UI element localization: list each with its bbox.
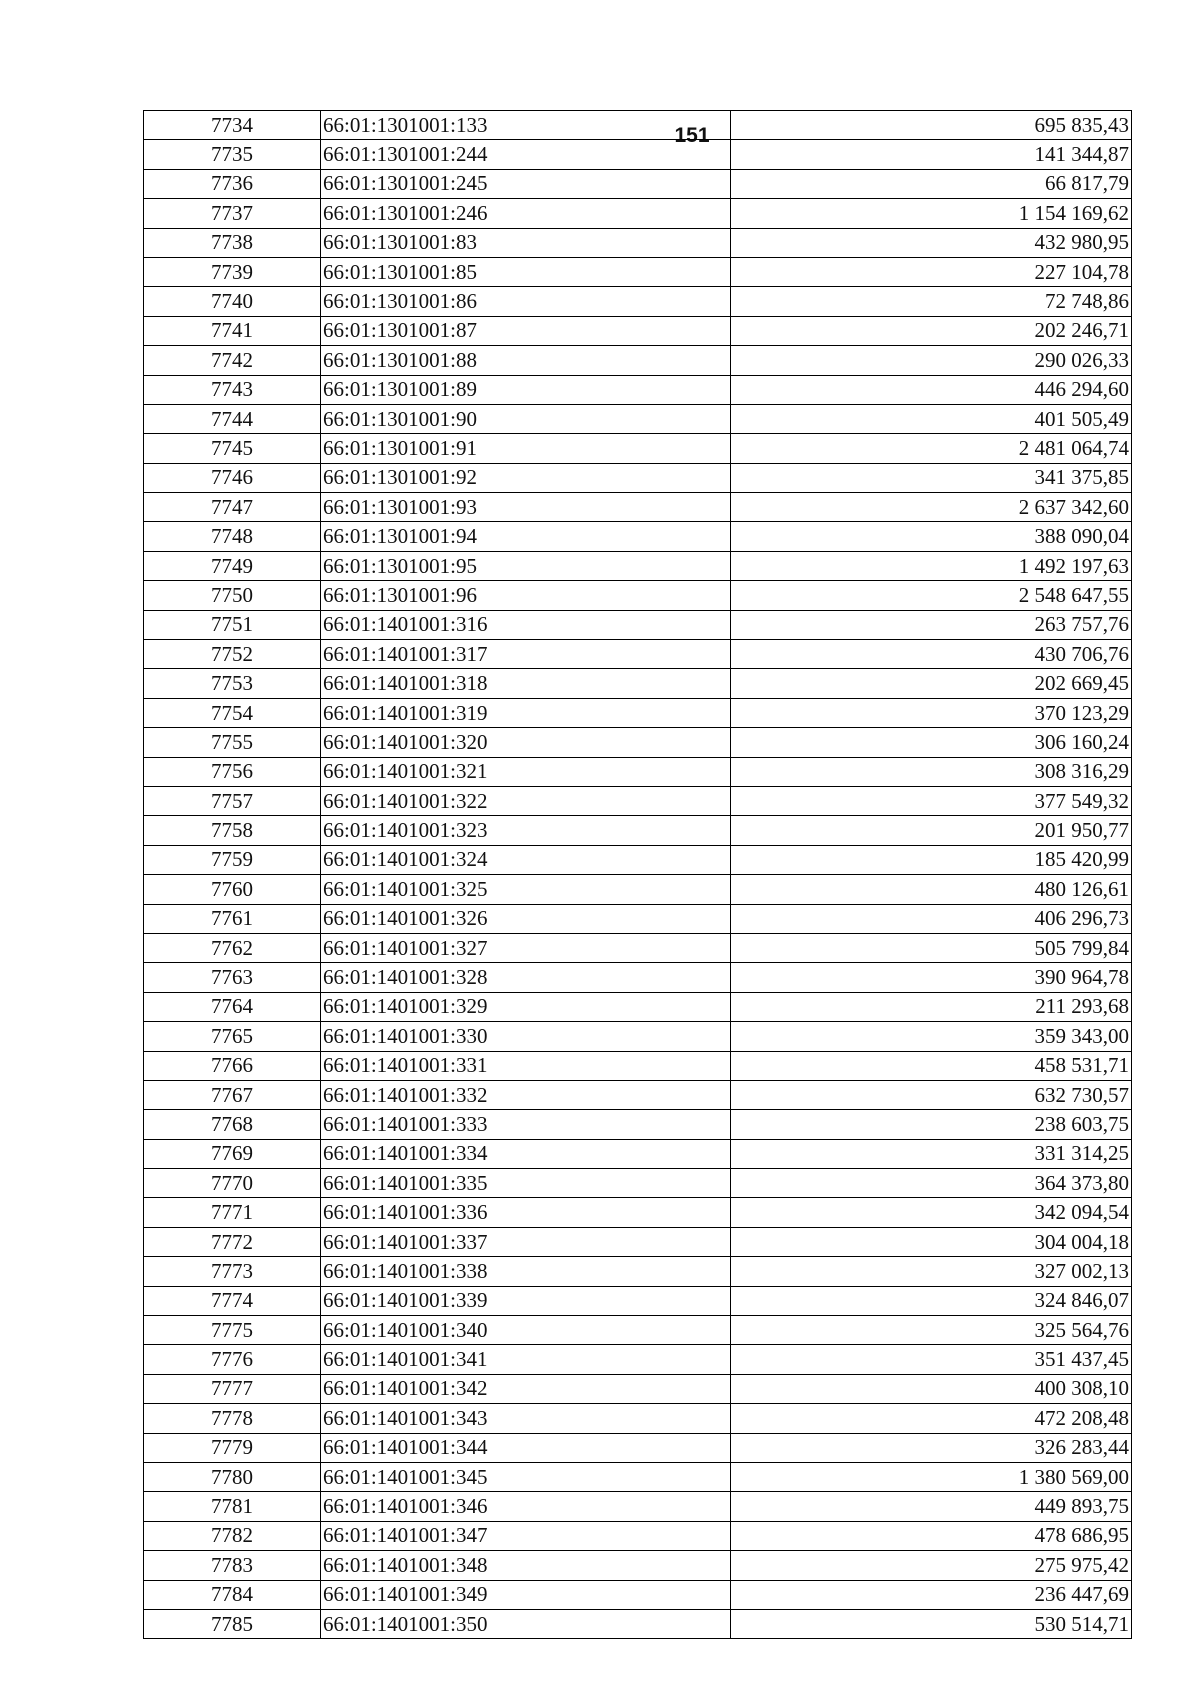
row-number-cell: 7781 <box>144 1492 321 1521</box>
table-row <box>144 816 1132 845</box>
cadastral-number-cell: 66:01:1401001:334 <box>321 1139 731 1168</box>
cadastral-number-cell: 66:01:1401001:338 <box>321 1257 731 1286</box>
cadastral-value-cell: 388 090,04 <box>731 522 1132 551</box>
table-row <box>144 1110 1132 1139</box>
table-row <box>144 640 1132 669</box>
table-row <box>144 1198 1132 1227</box>
cadastral-value-cell: 342 094,54 <box>731 1198 1132 1227</box>
cadastral-number-cell: 66:01:1301001:86 <box>321 287 731 316</box>
cadastral-number-cell: 66:01:1401001:331 <box>321 1051 731 1080</box>
cadastral-value-cell: 263 757,76 <box>731 610 1132 639</box>
cadastral-value-cell: 275 975,42 <box>731 1551 1132 1580</box>
table-row <box>144 1139 1132 1168</box>
row-number-cell: 7738 <box>144 228 321 257</box>
cadastral-value-cell: 458 531,71 <box>731 1051 1132 1080</box>
table-row <box>144 346 1132 375</box>
cadastral-value-cell: 326 283,44 <box>731 1433 1132 1462</box>
cadastral-number-cell: 66:01:1301001:83 <box>321 228 731 257</box>
cadastral-value-cell: 304 004,18 <box>731 1227 1132 1256</box>
cadastral-number-cell: 66:01:1401001:348 <box>321 1551 731 1580</box>
cadastral-value-cell: 290 026,33 <box>731 346 1132 375</box>
cadastral-number-cell: 66:01:1401001:336 <box>321 1198 731 1227</box>
row-number-cell: 7763 <box>144 963 321 992</box>
cadastral-number-cell: 66:01:1301001:133 <box>321 111 731 140</box>
row-number-cell: 7745 <box>144 434 321 463</box>
table-row <box>144 933 1132 962</box>
table-row <box>144 1286 1132 1315</box>
table-row <box>144 140 1132 169</box>
cadastral-value-cell: 306 160,24 <box>731 728 1132 757</box>
table-row <box>144 904 1132 933</box>
cadastral-number-cell: 66:01:1401001:350 <box>321 1609 731 1638</box>
row-number-cell: 7751 <box>144 610 321 639</box>
cadastral-value-cell: 505 799,84 <box>731 933 1132 962</box>
cadastral-number-cell: 66:01:1401001:322 <box>321 786 731 815</box>
table-row <box>144 287 1132 316</box>
cadastral-value-cell: 480 126,61 <box>731 875 1132 904</box>
table-row <box>144 316 1132 345</box>
cadastral-number-cell: 66:01:1401001:318 <box>321 669 731 698</box>
table-row <box>144 845 1132 874</box>
cadastral-number-cell: 66:01:1401001:332 <box>321 1080 731 1109</box>
table-row <box>144 1521 1132 1550</box>
row-number-cell: 7777 <box>144 1374 321 1403</box>
table-row <box>144 1492 1132 1521</box>
table-row <box>144 1080 1132 1109</box>
cadastral-number-cell: 66:01:1401001:330 <box>321 1022 731 1051</box>
row-number-cell: 7756 <box>144 757 321 786</box>
cadastral-number-cell: 66:01:1401001:328 <box>321 963 731 992</box>
table-row <box>144 111 1132 140</box>
cadastral-value-cell: 400 308,10 <box>731 1374 1132 1403</box>
table-row <box>144 728 1132 757</box>
page-number: 151 <box>674 124 710 147</box>
row-number-cell: 7770 <box>144 1169 321 1198</box>
row-number-cell: 7747 <box>144 493 321 522</box>
row-number-cell: 7778 <box>144 1404 321 1433</box>
row-number-cell: 7752 <box>144 640 321 669</box>
cadastral-number-cell: 66:01:1301001:89 <box>321 375 731 404</box>
cadastral-value-cell: 632 730,57 <box>731 1080 1132 1109</box>
cadastral-number-cell: 66:01:1301001:94 <box>321 522 731 551</box>
row-number-cell: 7734 <box>144 111 321 140</box>
cadastral-number-cell: 66:01:1401001:343 <box>321 1404 731 1433</box>
table-row <box>144 1022 1132 1051</box>
cadastral-number-cell: 66:01:1301001:93 <box>321 493 731 522</box>
row-number-cell: 7743 <box>144 375 321 404</box>
cadastral-value-cell: 390 964,78 <box>731 963 1132 992</box>
table-row <box>144 1609 1132 1638</box>
cadastral-value-cell: 325 564,76 <box>731 1316 1132 1345</box>
row-number-cell: 7764 <box>144 992 321 1021</box>
cadastral-value-cell: 202 246,71 <box>731 316 1132 345</box>
row-number-cell: 7784 <box>144 1580 321 1609</box>
cadastral-value-cell: 2 548 647,55 <box>731 581 1132 610</box>
table-row <box>144 581 1132 610</box>
row-number-cell: 7766 <box>144 1051 321 1080</box>
cadastral-value-cell: 201 950,77 <box>731 816 1132 845</box>
cadastral-value-cell: 327 002,13 <box>731 1257 1132 1286</box>
cadastral-value-cell: 331 314,25 <box>731 1139 1132 1168</box>
table-row <box>144 522 1132 551</box>
cadastral-value-cell: 1 154 169,62 <box>731 199 1132 228</box>
table-row <box>144 1580 1132 1609</box>
cadastral-value-cell: 364 373,80 <box>731 1169 1132 1198</box>
cadastral-value-cell: 530 514,71 <box>731 1609 1132 1638</box>
row-number-cell: 7771 <box>144 1198 321 1227</box>
row-number-cell: 7762 <box>144 933 321 962</box>
cadastral-value-cell: 72 748,86 <box>731 287 1132 316</box>
row-number-cell: 7761 <box>144 904 321 933</box>
cadastral-number-cell: 66:01:1401001:341 <box>321 1345 731 1374</box>
cadastral-value-cell: 238 603,75 <box>731 1110 1132 1139</box>
cadastral-number-cell: 66:01:1401001:321 <box>321 757 731 786</box>
row-number-cell: 7775 <box>144 1316 321 1345</box>
row-number-cell: 7776 <box>144 1345 321 1374</box>
row-number-cell: 7782 <box>144 1521 321 1550</box>
table-row <box>144 1433 1132 1462</box>
cadastral-number-cell: 66:01:1301001:96 <box>321 581 731 610</box>
cadastral-value-cell: 66 817,79 <box>731 169 1132 198</box>
table-body <box>144 111 1132 1639</box>
table-row <box>144 493 1132 522</box>
cadastral-number-cell: 66:01:1301001:85 <box>321 257 731 286</box>
cadastral-number-cell: 66:01:1401001:349 <box>321 1580 731 1609</box>
row-number-cell: 7773 <box>144 1257 321 1286</box>
table-row <box>144 375 1132 404</box>
cadastral-value-cell: 377 549,32 <box>731 786 1132 815</box>
cadastral-number-cell: 66:01:1401001:317 <box>321 640 731 669</box>
row-number-cell: 7769 <box>144 1139 321 1168</box>
row-number-cell: 7740 <box>144 287 321 316</box>
cadastral-value-cell: 351 437,45 <box>731 1345 1132 1374</box>
table-row <box>144 992 1132 1021</box>
cadastral-number-cell: 66:01:1401001:333 <box>321 1110 731 1139</box>
cadastral-number-cell: 66:01:1401001:344 <box>321 1433 731 1462</box>
cadastral-number-cell: 66:01:1401001:346 <box>321 1492 731 1521</box>
table-row <box>144 1374 1132 1403</box>
cadastral-number-cell: 66:01:1401001:319 <box>321 698 731 727</box>
table-row <box>144 1404 1132 1433</box>
table-row <box>144 434 1132 463</box>
row-number-cell: 7758 <box>144 816 321 845</box>
cadastral-number-cell: 66:01:1401001:337 <box>321 1227 731 1256</box>
table-row <box>144 963 1132 992</box>
table-row <box>144 228 1132 257</box>
table-row <box>144 1462 1132 1491</box>
cadastral-value-cell: 141 344,87 <box>731 140 1132 169</box>
cadastral-value-table <box>143 110 1132 1639</box>
row-number-cell: 7767 <box>144 1080 321 1109</box>
cadastral-number-cell: 66:01:1401001:326 <box>321 904 731 933</box>
cadastral-value-cell: 430 706,76 <box>731 640 1132 669</box>
cadastral-value-cell: 401 505,49 <box>731 404 1132 433</box>
cadastral-value-cell: 446 294,60 <box>731 375 1132 404</box>
cadastral-value-cell: 211 293,68 <box>731 992 1132 1021</box>
cadastral-number-cell: 66:01:1301001:87 <box>321 316 731 345</box>
row-number-cell: 7755 <box>144 728 321 757</box>
row-number-cell: 7774 <box>144 1286 321 1315</box>
table-row <box>144 1227 1132 1256</box>
table-row <box>144 169 1132 198</box>
cadastral-value-cell: 236 447,69 <box>731 1580 1132 1609</box>
row-number-cell: 7739 <box>144 257 321 286</box>
table-row <box>144 1257 1132 1286</box>
table-row <box>144 1051 1132 1080</box>
cadastral-number-cell: 66:01:1301001:95 <box>321 551 731 580</box>
row-number-cell: 7783 <box>144 1551 321 1580</box>
cadastral-number-cell: 66:01:1401001:339 <box>321 1286 731 1315</box>
cadastral-number-cell: 66:01:1401001:320 <box>321 728 731 757</box>
row-number-cell: 7780 <box>144 1462 321 1491</box>
table-row <box>144 786 1132 815</box>
row-number-cell: 7759 <box>144 845 321 874</box>
row-number-cell: 7785 <box>144 1609 321 1638</box>
row-number-cell: 7779 <box>144 1433 321 1462</box>
table-row <box>144 1169 1132 1198</box>
table-row <box>144 669 1132 698</box>
cadastral-number-cell: 66:01:1301001:88 <box>321 346 731 375</box>
row-number-cell: 7772 <box>144 1227 321 1256</box>
cadastral-number-cell: 66:01:1401001:335 <box>321 1169 731 1198</box>
table-row <box>144 875 1132 904</box>
cadastral-number-cell: 66:01:1401001:316 <box>321 610 731 639</box>
row-number-cell: 7736 <box>144 169 321 198</box>
row-number-cell: 7765 <box>144 1022 321 1051</box>
cadastral-value-cell: 2 637 342,60 <box>731 493 1132 522</box>
cadastral-value-cell: 432 980,95 <box>731 228 1132 257</box>
row-number-cell: 7757 <box>144 786 321 815</box>
table-row <box>144 610 1132 639</box>
row-number-cell: 7768 <box>144 1110 321 1139</box>
cadastral-value-cell: 185 420,99 <box>731 845 1132 874</box>
cadastral-value-cell: 341 375,85 <box>731 463 1132 492</box>
table-row <box>144 404 1132 433</box>
cadastral-number-cell: 66:01:1401001:329 <box>321 992 731 1021</box>
cadastral-value-cell: 406 296,73 <box>731 904 1132 933</box>
table-row <box>144 757 1132 786</box>
row-number-cell: 7748 <box>144 522 321 551</box>
cadastral-number-cell: 66:01:1301001:244 <box>321 140 731 169</box>
table-row <box>144 257 1132 286</box>
table-row <box>144 1345 1132 1374</box>
cadastral-number-cell: 66:01:1401001:347 <box>321 1521 731 1550</box>
cadastral-value-cell: 227 104,78 <box>731 257 1132 286</box>
cadastral-number-cell: 66:01:1401001:325 <box>321 875 731 904</box>
table-row <box>144 463 1132 492</box>
cadastral-value-cell: 370 123,29 <box>731 698 1132 727</box>
row-number-cell: 7753 <box>144 669 321 698</box>
table-row <box>144 1551 1132 1580</box>
cadastral-number-cell: 66:01:1401001:324 <box>321 845 731 874</box>
cadastral-value-cell: 449 893,75 <box>731 1492 1132 1521</box>
cadastral-value-cell: 472 208,48 <box>731 1404 1132 1433</box>
row-number-cell: 7749 <box>144 551 321 580</box>
row-number-cell: 7741 <box>144 316 321 345</box>
row-number-cell: 7735 <box>144 140 321 169</box>
row-number-cell: 7750 <box>144 581 321 610</box>
table-row <box>144 551 1132 580</box>
cadastral-value-cell: 478 686,95 <box>731 1521 1132 1550</box>
cadastral-number-cell: 66:01:1301001:245 <box>321 169 731 198</box>
table-row <box>144 1316 1132 1345</box>
row-number-cell: 7744 <box>144 404 321 433</box>
cadastral-number-cell: 66:01:1301001:246 <box>321 199 731 228</box>
row-number-cell: 7742 <box>144 346 321 375</box>
cadastral-number-cell: 66:01:1401001:323 <box>321 816 731 845</box>
cadastral-value-cell: 1 380 569,00 <box>731 1462 1132 1491</box>
row-number-cell: 7746 <box>144 463 321 492</box>
cadastral-value-cell: 1 492 197,63 <box>731 551 1132 580</box>
row-number-cell: 7760 <box>144 875 321 904</box>
cadastral-value-cell: 202 669,45 <box>731 669 1132 698</box>
cadastral-value-cell: 2 481 064,74 <box>731 434 1132 463</box>
cadastral-value-cell: 308 316,29 <box>731 757 1132 786</box>
cadastral-number-cell: 66:01:1301001:90 <box>321 404 731 433</box>
table-row <box>144 199 1132 228</box>
cadastral-number-cell: 66:01:1401001:345 <box>321 1462 731 1491</box>
cadastral-number-cell: 66:01:1401001:340 <box>321 1316 731 1345</box>
cadastral-value-cell: 359 343,00 <box>731 1022 1132 1051</box>
table-row <box>144 698 1132 727</box>
cadastral-number-cell: 66:01:1301001:92 <box>321 463 731 492</box>
cadastral-number-cell: 66:01:1401001:327 <box>321 933 731 962</box>
cadastral-number-cell: 66:01:1401001:342 <box>321 1374 731 1403</box>
cadastral-value-cell: 324 846,07 <box>731 1286 1132 1315</box>
row-number-cell: 7754 <box>144 698 321 727</box>
row-number-cell: 7737 <box>144 199 321 228</box>
cadastral-number-cell: 66:01:1301001:91 <box>321 434 731 463</box>
cadastral-value-cell: 695 835,43 <box>731 111 1132 140</box>
